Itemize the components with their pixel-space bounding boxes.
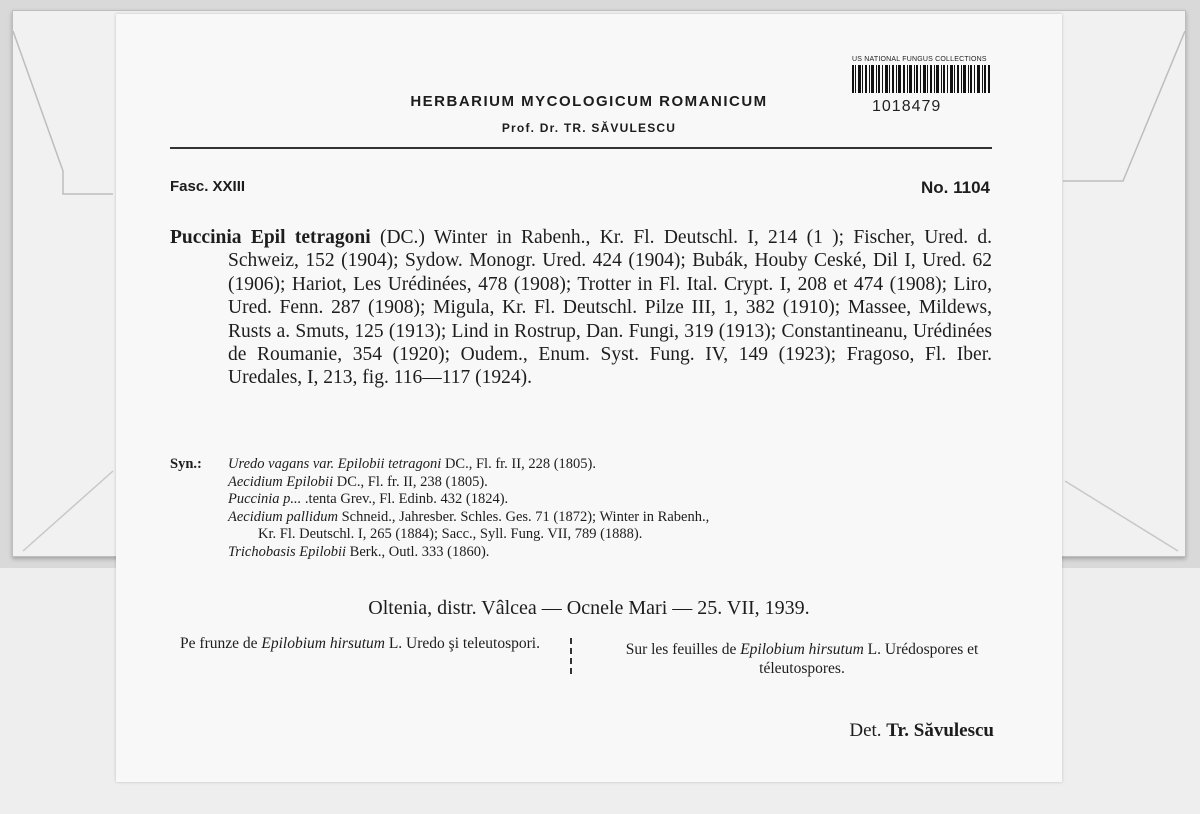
herbarium-title: HERBARIUM MYCOLOGICUM ROMANICUM bbox=[410, 93, 768, 110]
herbarium-subtitle: Prof. Dr. TR. SĂVULESCU bbox=[501, 121, 677, 135]
synonym-name: Puccinia p... bbox=[228, 491, 302, 507]
taxon-name-part2: tetragoni bbox=[294, 227, 371, 248]
synonym-line bbox=[228, 456, 1000, 474]
fascicle-number: Fasc. XXIII bbox=[170, 178, 246, 195]
determiner-prefix: Det. bbox=[849, 720, 887, 741]
host-ro-pre: Pe frunze de bbox=[180, 635, 262, 652]
taxon-name-gap bbox=[286, 227, 295, 248]
host-fr-species: Epilobium hirsutum bbox=[740, 641, 864, 658]
host-ro-post: L. Uredo şi teleutospori. bbox=[384, 635, 540, 652]
synonym-name: Aecidium pallidum bbox=[228, 508, 338, 525]
host-ro-species: Epilobium hirsutum bbox=[261, 635, 385, 652]
barcode-image bbox=[852, 65, 990, 93]
synonym-line bbox=[228, 491, 1000, 509]
synonym-citation: Kr. Fl. Deutschl. I, 265 (1884); Sacc., Syll. Fung. VII, 789 (1888). bbox=[258, 526, 643, 542]
synonym-line bbox=[228, 474, 1000, 492]
barcode-caption: US NATIONAL FUNGUS COLLECTIONS bbox=[852, 56, 987, 63]
synonym-citation: .tenta Grev., Fl. Edinb. 432 (1824). bbox=[301, 491, 509, 507]
synonym-name: Aecidium Epilobii bbox=[228, 473, 334, 490]
synonyms-block bbox=[170, 456, 1000, 561]
taxon-name-part1: Puccinia Epil bbox=[170, 227, 286, 248]
host-fr-pre: Sur les feuilles de bbox=[625, 641, 741, 658]
synonym-citation: DC., Fl. fr. II, 228 (1805). bbox=[441, 456, 596, 472]
specimen-label bbox=[116, 14, 1062, 782]
collection-locality: Oltenia, distr. Vâlcea — Ocnele Mari — 25. VII, 1939. bbox=[368, 597, 810, 619]
synonyms-label: Syn.: bbox=[170, 456, 202, 472]
header-rule bbox=[170, 147, 992, 149]
host-french bbox=[604, 640, 1000, 678]
host-divider bbox=[570, 638, 573, 674]
synonym-citation: Berk., Outl. 333 (1860). bbox=[346, 543, 490, 560]
synonym-citation: DC., Fl. fr. II, 238 (1805). bbox=[333, 473, 488, 490]
host-fr-post: L. Urédospores et téleutospores. bbox=[759, 641, 979, 677]
citation-text: (DC.) Winter in Rabenh., Kr. Fl. Deutschl. I, 214 (1 ); Fischer, Ured. d. Schweiz, 152 (1904); Sydow. Monogr. Ured. 424 (1904); Bubák, Houby Ceské, Dil I, Ured. 62 (1906); Hariot, Les Urédinées, 478 (1908); Trotter in Fl. Ital. Crypt. I, 208 et 474 (1908); Liro, Ured. Fenn. 287 (1908); Migula, Kr. Fl. Deutschl. Pilze III, 1, 382 (1910); Massee, Mildews, Rusts a. Smuts, 125 (1913); Lind in Rostrup, Dan. Fungi, 319 (1913); Constantineanu, Urédinées de Roumanie, 354 (1920); Oudem., Enum. Syst. Fung. IV, 149 (1923); Fragoso, Fl. Iber. Uredales, I, 213, fig. 116—117 (1924). bbox=[228, 227, 993, 389]
synonym-citation: Schneid., Jahresber. Schles. Ges. 71 (1872); Winter in Rabenh., bbox=[337, 508, 710, 525]
synonym-line bbox=[228, 544, 1000, 562]
determiner bbox=[849, 720, 994, 742]
synonym-line bbox=[228, 509, 1000, 527]
synonym-line bbox=[228, 526, 1000, 544]
synonym-name: Uredo vagans var. Epilobii tetragoni bbox=[228, 456, 442, 472]
host-romanian bbox=[170, 634, 550, 653]
barcode-number: 1018479 bbox=[872, 98, 942, 115]
taxon-citation bbox=[170, 226, 992, 390]
determiner-name: Tr. Săvulescu bbox=[886, 720, 994, 741]
specimen-number: No. 1104 bbox=[921, 178, 990, 197]
synonym-name: Trichobasis Epilobii bbox=[228, 543, 347, 560]
